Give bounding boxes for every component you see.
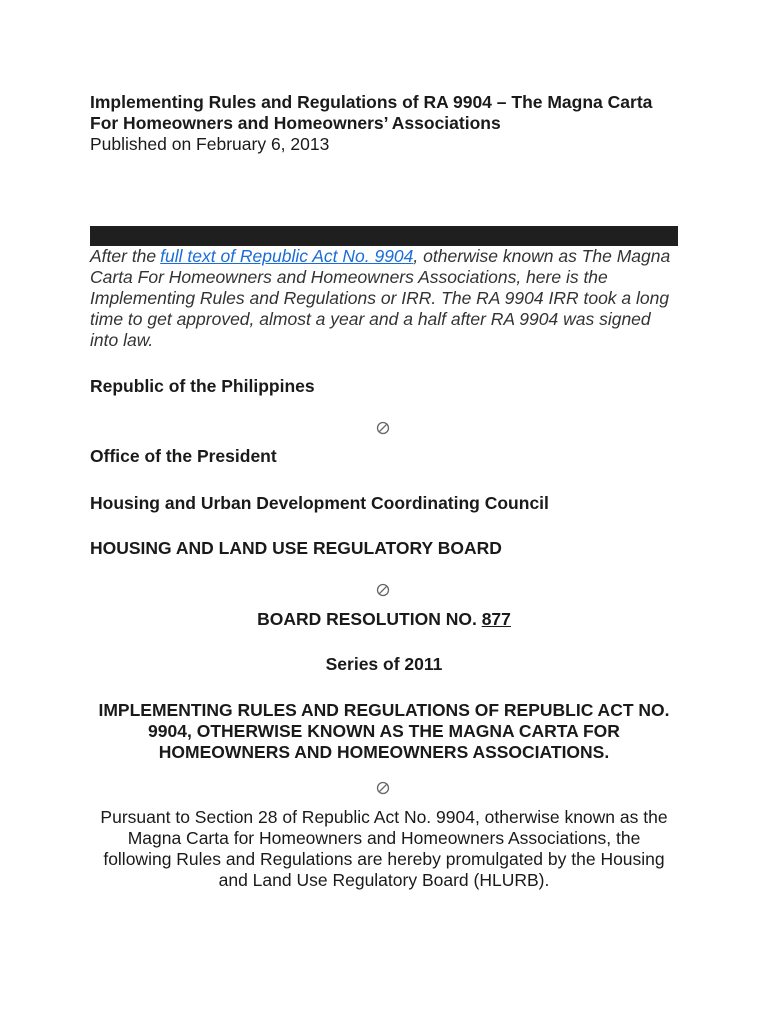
document-header	[90, 92, 678, 155]
resolution-heading	[90, 609, 678, 630]
resolution-number: 877	[481, 609, 511, 629]
intro-prefix: After the	[90, 246, 157, 266]
ra-9904-link[interactable]: full text of Republic Act No. 9904	[160, 246, 414, 266]
hudcc-heading: Housing and Urban Development Coordinating Council	[90, 493, 549, 513]
embedded-toolbar-bar	[90, 226, 678, 246]
office-heading: Office of the President	[90, 446, 277, 466]
document-title: Implementing Rules and Regulations of RA 9904 – The Magna Carta For Homeowners and Homeowners’ Associations	[90, 92, 653, 133]
no-image-icon	[376, 583, 390, 597]
irr-title: IMPLEMENTING RULES AND REGULATIONS OF REPUBLIC ACT NO. 9904, OTHERWISE KNOWN AS THE MAGNA CARTA FOR HOMEOWNERS AND HOMEOWNERS ASSOCIATIONS.	[98, 700, 670, 762]
publish-date: Published on February 6, 2013	[90, 134, 330, 154]
intro-paragraph	[90, 246, 678, 351]
intro-suffix: , otherwise known as The Magna Carta For Homeowners and Homeowners Associations, here is the Implementing Rules and Regulations or IRR. The RA 9904 IRR took a long time to get approved, almost a year and a half after RA 9904 was signed into law.	[90, 246, 671, 350]
series-heading: Series of 2011	[325, 654, 443, 674]
hlurb-heading: HOUSING AND LAND USE REGULATORY BOARD	[90, 538, 502, 558]
no-image-icon	[376, 781, 390, 795]
pursuant-paragraph: Pursuant to Section 28 of Republic Act No. 9904, otherwise known as the Magna Carta for Homeowners and Homeowners Associations, the following Rules and Regulations are hereby promulgated by the Housing and Land Use Regulatory Board (HLURB).	[100, 807, 668, 890]
no-image-icon	[376, 421, 390, 435]
republic-heading: Republic of the Philippines	[90, 376, 315, 396]
resolution-label: BOARD RESOLUTION NO.	[257, 609, 477, 629]
